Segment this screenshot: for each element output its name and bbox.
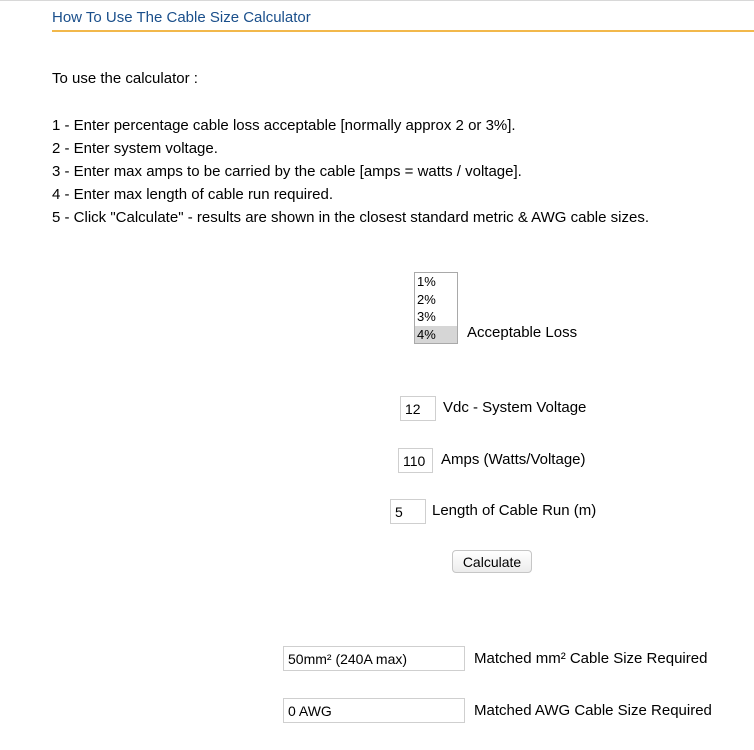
awg-result-label: Matched AWG Cable Size Required [474, 702, 712, 719]
loss-option-2[interactable]: 2% [417, 291, 436, 307]
mm2-result-label: Matched mm² Cable Size Required [474, 650, 708, 667]
loss-option-1[interactable]: 1% [417, 274, 436, 289]
mm2-result-field[interactable] [283, 646, 465, 671]
awg-result-field[interactable] [283, 698, 465, 723]
intro-text: To use the calculator : [52, 70, 198, 87]
amps-input[interactable] [398, 448, 433, 473]
title-underline [52, 30, 754, 32]
voltage-label: Vdc - System Voltage [443, 399, 587, 416]
step-5: 5 - Click "Calculate" - results are shown in the closest standard metric & AWG cable sizes. [52, 209, 649, 226]
acceptable-loss-listbox[interactable] [414, 272, 458, 344]
step-2: 2 - Enter system voltage. [52, 140, 218, 157]
top-divider [0, 0, 754, 1]
cable-length-input[interactable] [390, 499, 426, 524]
loss-option-4[interactable]: 4% [415, 326, 457, 344]
step-1: 1 - Enter percentage cable loss acceptable [normally approx 2 or 3%]. [52, 117, 516, 134]
step-3: 3 - Enter max amps to be carried by the cable [amps = watts / voltage]. [52, 163, 522, 180]
instruction-steps [52, 114, 649, 229]
calculate-button[interactable]: Calculate [452, 550, 532, 573]
voltage-input[interactable] [400, 396, 436, 421]
section-title: How To Use The Cable Size Calculator [52, 9, 311, 26]
acceptable-loss-label: Acceptable Loss [467, 324, 578, 341]
loss-option-3[interactable]: 3% [417, 309, 436, 324]
amps-label: Amps (Watts/Voltage) [441, 451, 586, 468]
cable-length-label: Length of Cable Run (m) [432, 502, 597, 519]
step-4: 4 - Enter max length of cable run required. [52, 186, 333, 203]
